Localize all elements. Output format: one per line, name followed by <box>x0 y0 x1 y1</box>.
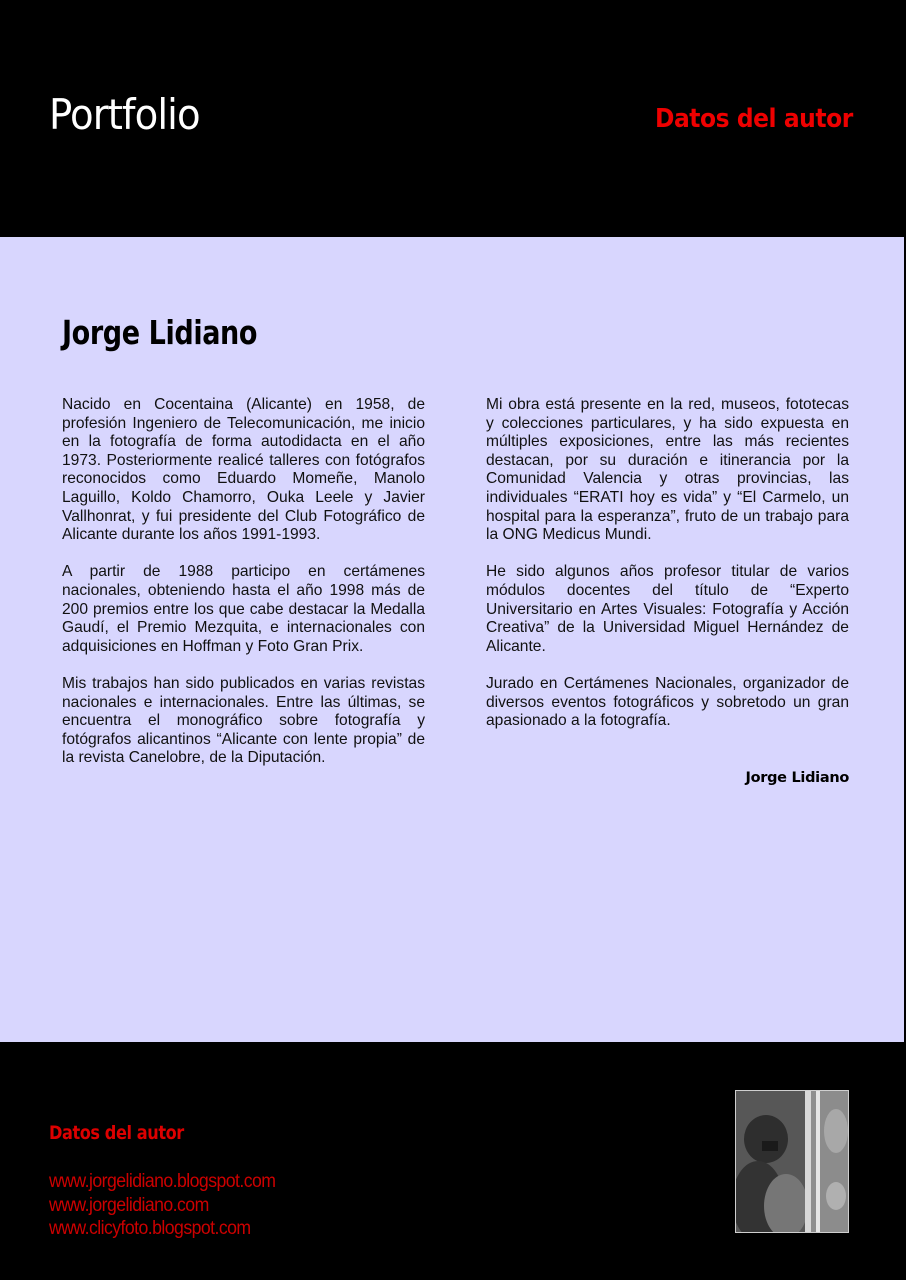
footer <box>0 1042 906 1280</box>
header <box>0 0 906 237</box>
bio-column-left <box>62 396 425 786</box>
footer-title: Datos del autor <box>49 1122 184 1144</box>
bio-paragraph: Mi obra está presente en la red, museos, fototecas y colecciones particulares, y ha sido expuesta en múltiples exposiciones, entre las más recientes destacan, por su duración e itinerancia por la Comunidad Valencia y otras provincias, las individuales “ERATI hoy es vida” y “El Carmelo, un hospital para la esperanza”, fruto de un trabajo para la ONG Medicus Mundi. <box>486 396 849 544</box>
author-photo <box>735 1090 849 1233</box>
bio-paragraph: A partir de 1988 participo en certámenes nacionales, obteniendo hasta el año 1998 más de 200 premios entre los que cabe destacar la Medalla Gaudí, el Premio Mezquita, e internacionales con adquisiciones en Hoffman y Foto Gran Prix. <box>62 563 425 655</box>
link-blog[interactable]: www.jorgelidiano.blogspot.com <box>49 1171 276 1192</box>
author-name-heading: Jorge Lidiano <box>62 313 258 352</box>
page-title: Portfolio <box>49 90 200 139</box>
link-clicyfoto-blog[interactable]: www.clicyfoto.blogspot.com <box>49 1218 251 1239</box>
bio-paragraph: Mis trabajos han sido publicados en varias revistas nacionales e internacionales. Entre las últimas, se encuentra el monográfico sobre fotografía y fotógrafos alicantinos “Alicante con lente propia” de la revista Canelobre, de la Diputación. <box>62 674 425 767</box>
bio-paragraph: He sido algunos años profesor titular de varios módulos docentes del título de “Experto Universitario en Artes Visuales: Fotografía y Acción Creativa” de la Universidad Miguel Hernández de Alicante. <box>486 563 849 655</box>
footer-links <box>49 1170 292 1241</box>
photo-image-icon <box>736 1091 848 1232</box>
bio-column-right <box>486 396 849 787</box>
bio-paragraph: Jurado en Certámenes Nacionales, organizador de diversos eventos fotográficos y sobretodo un gran apasionado a la fotografía. <box>486 674 849 730</box>
bio-paragraph: Nacido en Cocentaina (Alicante) en 1958, de profesión Ingeniero de Telecomunicación, me inicio en la fotografía de forma autodidacta en el año 1973. Posteriormente realicé talleres con fotógrafos reconocidos como Eduardo Momeñe, Manolo Laguillo, Koldo Chamorro, Ouka Leele y Javier Vallhonrat, y fui presidente del Club Fotográfico de Alicante durante los años 1991-1993. <box>62 396 425 544</box>
signature: Jorge Lidiano <box>745 769 849 786</box>
author-bio-section <box>0 237 904 1042</box>
section-subtitle: Datos del autor <box>655 104 853 134</box>
link-website[interactable]: www.jorgelidiano.com <box>49 1194 209 1216</box>
